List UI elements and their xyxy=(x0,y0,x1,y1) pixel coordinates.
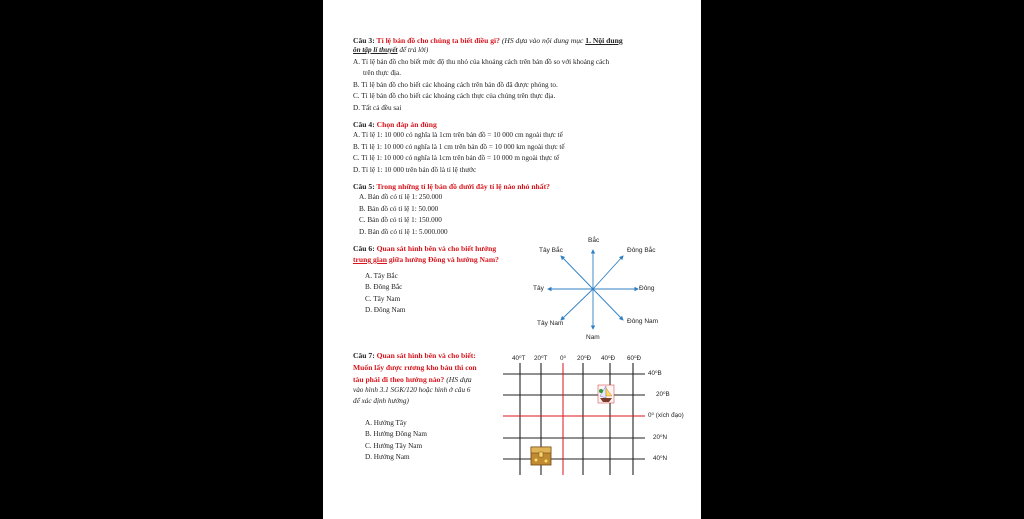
q3-option-d: D. Tất cả đều sai xyxy=(353,104,402,112)
q7-option-d: D. Hướng Nam xyxy=(365,453,410,461)
q4-option-a: A. Tỉ lệ 1: 10 000 có nghĩa là 1cm trên bản đồ = 10 000 cm ngoài thực tế xyxy=(353,131,563,139)
q7-hint-2: vào hình 3.1 SGK/120 hoặc hình ở câu 6 xyxy=(353,386,471,394)
compass-west-label: Tây xyxy=(533,285,544,292)
q6-title: Quan sát hình bên và cho biết hướng xyxy=(376,244,497,253)
q6-option-a: A. Tây Bắc xyxy=(365,272,398,280)
q7-hint-3: để xác định hướng) xyxy=(353,397,409,405)
q5-title: Trong những tỉ lệ bản đồ dưới đây tỉ lệ nào nhỏ nhất? xyxy=(376,182,550,191)
compass-south-label: Nam xyxy=(586,334,600,341)
q3-label: Câu 3: xyxy=(353,36,375,45)
long-label-40e: 40⁰Đ xyxy=(601,355,616,362)
q7-label: Câu 7: xyxy=(353,351,375,360)
q4-option-b: B. Tỉ lệ 1: 10 000 có nghĩa là 1 cm trên bản đồ = 10 000 km ngoài thực tế xyxy=(353,143,565,151)
lat-label-20n: 20⁰B xyxy=(656,391,670,398)
q3-title: Tỉ lệ bản đồ cho chúng ta biết điều gì? xyxy=(376,36,500,45)
q3-heading xyxy=(353,37,623,45)
compass-northwest-label: Tây Bắc xyxy=(539,247,563,254)
q6-label: Câu 6: xyxy=(353,244,375,253)
coordinate-grid xyxy=(503,355,663,475)
compass-north-label: Bắc xyxy=(588,237,600,244)
q4-label: Câu 4: xyxy=(353,120,375,129)
q3-option-b: B. Tỉ lệ bản đồ cho biết các khoảng cách trên bản đồ đã được phóng to. xyxy=(353,81,558,89)
lat-label-equator: 0⁰ (xích đạo) xyxy=(648,412,684,419)
document-page xyxy=(323,0,701,519)
q7-option-c: C. Hướng Tây Nam xyxy=(365,442,423,450)
ship-icon xyxy=(598,385,614,403)
q3-hint: (HS dựa vào nội dung mục xyxy=(501,36,584,45)
lat-label-40s: 40⁰N xyxy=(653,455,668,462)
q5-option-d: D. Bản đồ có tỉ lệ 1: 5.000.000 xyxy=(359,228,448,236)
q3-hint-ref: 1. Nội dung xyxy=(585,36,623,45)
compass-east-label: Đông xyxy=(639,285,655,292)
q7-option-b: B. Hướng Đông Nam xyxy=(365,430,427,438)
q3-option-c: C. Tỉ lệ bản đồ cho biết các khoảng cách thực của chúng trên thực địa. xyxy=(353,92,556,100)
q7-title-line3-row xyxy=(353,376,472,384)
compass-northeast-label: Đông Bắc xyxy=(627,247,656,254)
q3-heading-line2 xyxy=(353,47,428,54)
q7-title-line2: Muốn lấy được rương kho báu thì con xyxy=(353,363,477,372)
q7-hint-1: (HS dựa xyxy=(446,375,472,384)
q5-option-a: A. Bản đồ có tỉ lệ 1: 250.000 xyxy=(359,193,443,201)
q6-title-underlined: trung gian xyxy=(353,255,387,264)
q4-option-d: D. Tỉ lệ 1: 10 000 trên bản đồ là tỉ lệ thước xyxy=(353,166,477,174)
compass-southeast-label: Đông Nam xyxy=(627,318,659,325)
q6-heading xyxy=(353,245,496,253)
q5-heading xyxy=(353,183,550,191)
arrow-southwest xyxy=(561,289,593,320)
q3-hint-post: để trả lời) xyxy=(399,46,429,54)
q6-option-c: C. Tây Nam xyxy=(365,295,401,303)
arrow-southeast xyxy=(593,289,623,320)
compass-southwest-label: Tây Nam xyxy=(537,320,564,327)
q7-heading xyxy=(353,352,476,360)
q7-option-a: A. Hướng Tây xyxy=(365,419,407,427)
lat-label-40n: 40⁰B xyxy=(648,370,662,377)
q4-title: Chọn đáp án đúng xyxy=(376,120,437,129)
q5-option-b: B. Bản đồ có tỉ lệ 1: 50.000 xyxy=(359,205,439,213)
treasure-chest-icon xyxy=(531,447,551,465)
q7-title: Quan sát hình bên và cho biết: xyxy=(376,351,476,360)
long-label-20w: 20⁰T xyxy=(534,355,548,362)
q4-option-c: C. Tỉ lệ 1: 10 000 có nghĩa là 1cm trên bản đồ = 10 000 m ngoài thực tế xyxy=(353,154,560,162)
long-label-40w: 40⁰T xyxy=(512,355,526,362)
q6-heading-line2 xyxy=(353,256,499,264)
q3-hint-ref2: ôn tập lí thuyết xyxy=(353,46,398,54)
long-label-60e: 60⁰Đ xyxy=(627,355,642,362)
long-label-20e: 20⁰Đ xyxy=(577,355,592,362)
arrow-northwest xyxy=(561,256,593,289)
q5-option-c: C. Bản đồ có tỉ lệ 1: 150.000 xyxy=(359,216,442,224)
q6-option-b: B. Đông Bắc xyxy=(365,283,403,291)
q6-option-d: D. Đông Nam xyxy=(365,306,406,314)
q4-heading xyxy=(353,121,437,129)
q6-title-rest: giữa hướng Đông và hướng Nam? xyxy=(388,255,499,264)
lat-label-20s: 20⁰N xyxy=(653,434,668,441)
q5-label: Câu 5: xyxy=(353,182,375,191)
arrow-northeast xyxy=(593,256,623,289)
q7-title-line3: tàu phải đi theo hướng nào? xyxy=(353,375,445,384)
long-label-0: 0⁰ xyxy=(560,355,567,362)
q3-option-a: A. Tỉ lệ bản đồ cho biết mức độ thu nhỏ của khoảng cách trên bản đồ so với khoảng cách xyxy=(353,58,610,66)
q3-option-a-cont: trên thực địa. xyxy=(363,69,402,77)
